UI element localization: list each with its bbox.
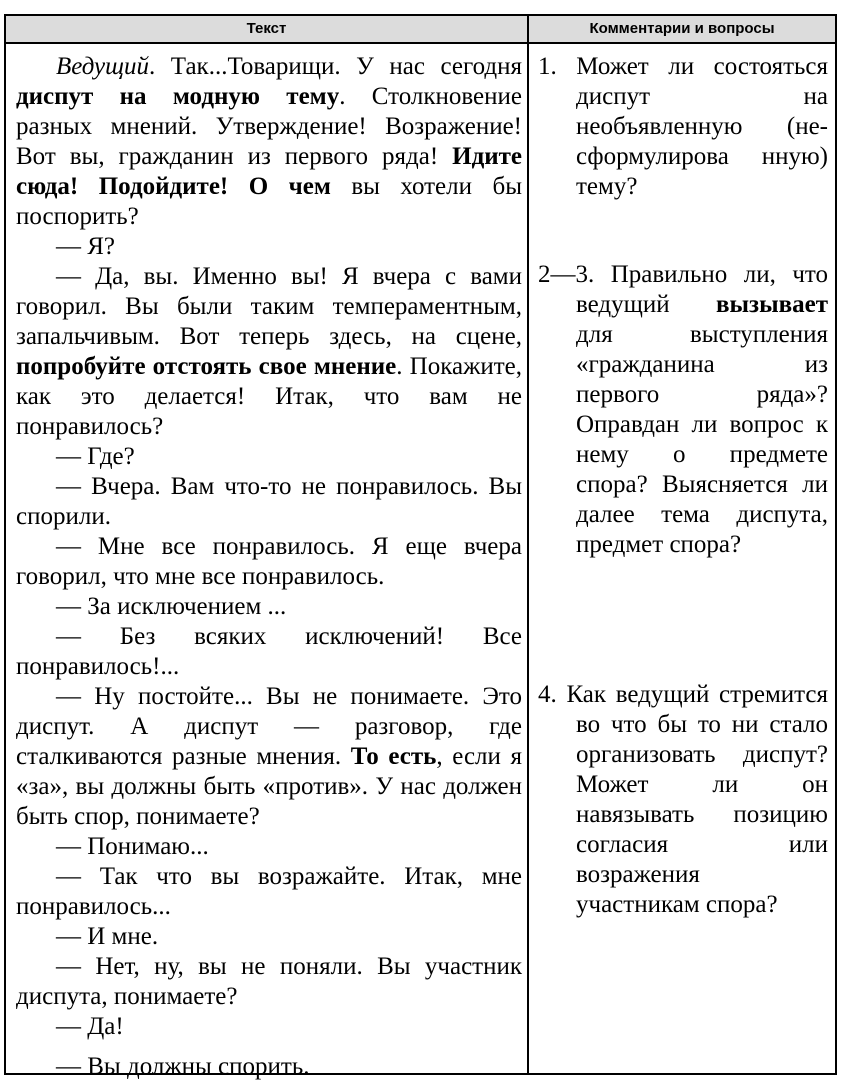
text-paragraph [16, 532, 522, 592]
text-segment: — Я? [56, 233, 116, 260]
text-paragraph [16, 1012, 522, 1042]
comment-1 [538, 52, 828, 202]
text-segment: — Мне все понравилось. Я еще вчера говорил, что мне все понравилось. [16, 533, 522, 590]
text-segment: — Так что вы возражайте. Итак, мне понравилось... [16, 863, 522, 920]
text-paragraph [16, 832, 522, 862]
text-paragraph [16, 52, 522, 232]
text-segment: для выступления «гражданина из первого ряда»? Оправдан ли вопрос к нему о предмете спора? Выясняется ли далее тема диспута, предмет спора? [576, 321, 828, 558]
text-paragraph [16, 262, 522, 442]
text-paragraph [16, 862, 522, 922]
text-paragraph [16, 622, 522, 682]
text-segment: Ведущий [56, 53, 150, 80]
text-segment: — Да! [56, 1013, 124, 1040]
comment-paragraph [538, 52, 828, 202]
comment-paragraph [538, 260, 828, 560]
text-paragraph [16, 232, 522, 262]
document-table [4, 14, 837, 1080]
comment-4 [538, 680, 828, 920]
text-segment: вызывает [716, 291, 828, 318]
text-segment: , если я «за», вы должны быть «против». У нас должен быть спор, понимаете? [16, 743, 523, 830]
comment-paragraph [538, 680, 828, 920]
text-segment: 4. Как ведущий стремится во что бы то ни стало организовать диспут? Может ли он навязывать позицию согласия или возражения участникам спора? [538, 681, 828, 918]
text-paragraph [16, 1052, 522, 1082]
text-segment: . Столкновение разных мнений. Утверждение! Возражение! Вот вы, гражданин из первого ряда! [16, 83, 522, 170]
table-header [6, 16, 835, 44]
text-segment: То есть [350, 743, 437, 770]
text-segment: попробуйте отстоять свое мнение [16, 353, 397, 380]
text-segment: Идите сюда! Подойдите! О чем [16, 143, 522, 200]
text-segment: . Покажите, как это делается! Итак, что вам не понравилось? [16, 353, 522, 440]
text-paragraph [16, 472, 522, 532]
text-paragraph [16, 952, 522, 1012]
text-segment: — Где? [56, 443, 135, 470]
text-paragraph [16, 592, 522, 622]
text-segment: — Вчера. Вам что-то не понравилось. Вы спорили. [16, 473, 522, 530]
text-segment: — И мне. [56, 923, 159, 950]
column-divider [527, 16, 529, 1073]
text-segment: . Так...Товарищи. У нас сегодня [149, 53, 522, 80]
text-segment: — Понимаю... [56, 833, 209, 860]
text-paragraph [16, 922, 522, 952]
text-segment: 2—3. Правильно ли, что ведущий [538, 261, 828, 318]
header-comments-column: Комментарии и вопросы [589, 20, 775, 37]
text-segment: 1. Может ли состояться диспут на необъявленную (не-сформулирова нную) тему? [538, 53, 828, 200]
text-segment: — Вы должны спорить. [56, 1053, 310, 1080]
text-segment: — Без всяких исключений! Все понравилось!... [16, 623, 522, 680]
comment-2-3 [538, 260, 828, 560]
text-segment: — За исключением ... [56, 593, 287, 620]
text-segment: — Да, вы. Именно вы! Я вчера с вами говорил. Вы были таким темпераментным, запальчивым. Вот теперь здесь, на сцене, [16, 263, 522, 350]
text-segment: — Ну постойте... Вы не понимаете. Это диспут. А диспут — разговор, где сталкиваются разные мнения. [16, 683, 522, 770]
text-segment: диспут на модную тему [16, 83, 340, 110]
text-paragraph [16, 682, 522, 832]
text-segment: — Нет, ну, вы не поняли. Вы участник диспута, понимаете? [16, 953, 522, 1010]
header-text-column: Текст [246, 20, 287, 37]
text-column [16, 52, 522, 1082]
text-paragraph [16, 442, 522, 472]
text-segment: вы хотели бы поспорить? [16, 173, 522, 230]
